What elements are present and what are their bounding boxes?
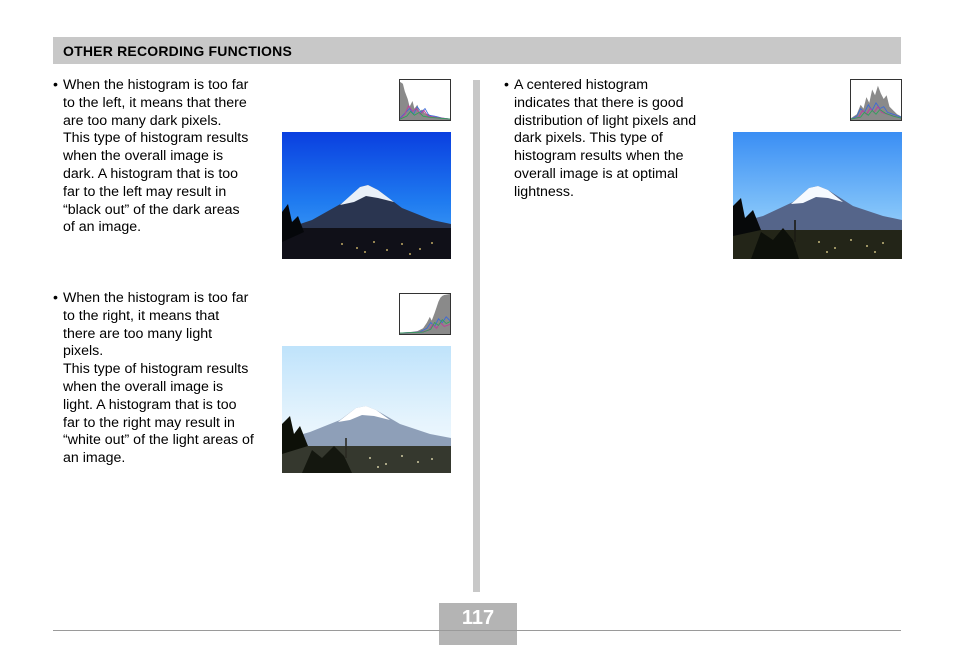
photo-dark-mountain [282, 132, 451, 259]
paragraph-light-histogram [53, 290, 278, 468]
bullet: • [53, 77, 58, 93]
bullet: • [53, 290, 58, 306]
text-line: “white out” of the light areas of [63, 432, 254, 449]
text-line: A centered histogram [514, 77, 649, 93]
text-line: far to the left may result in [63, 183, 227, 200]
paragraph-centered-histogram [504, 77, 729, 202]
text-line: This type of histogram results [63, 130, 249, 147]
page-number-box [439, 603, 517, 645]
text-line: pixels. [63, 343, 104, 360]
text-line: of an image. [63, 219, 142, 236]
page-number: 117 [461, 607, 495, 629]
histogram-dark-image [399, 79, 451, 121]
paragraph-dark-histogram [53, 77, 278, 237]
text-line: there are too many light [63, 325, 213, 342]
histogram-centered-image [850, 79, 902, 121]
text-line: This type of histogram results [63, 361, 249, 378]
photo-balanced-mountain [733, 132, 902, 259]
text-line: an image. [63, 450, 126, 467]
photo-light-mountain [282, 346, 451, 473]
text-line: to the right, it means that [63, 307, 220, 324]
text-line: distribution of light pixels and [514, 112, 697, 129]
text-line: lightness. [514, 183, 574, 200]
footer-rule [53, 630, 901, 631]
text-line: dark. A histogram that is too [63, 165, 239, 182]
text-line: far to the right may result in [63, 414, 235, 431]
section-header-bar [53, 37, 901, 64]
text-line: when the overall image is [63, 148, 224, 165]
text-line: histogram results when the [514, 148, 684, 165]
text-line: to the left, it means that there [63, 94, 247, 111]
text-line: “black out” of the dark areas [63, 201, 240, 218]
text-line: when the overall image is [63, 378, 224, 395]
text-line: When the histogram is too far [63, 77, 249, 93]
text-line: overall image is at optimal [514, 165, 679, 182]
text-line: are too many dark pixels. [63, 112, 222, 129]
text-line: indicates that there is good [514, 94, 684, 111]
bullet: • [504, 77, 509, 93]
text-line: dark pixels. This type of [514, 130, 663, 147]
text-line: light. A histogram that is too [63, 396, 237, 413]
histogram-light-image [399, 293, 451, 335]
column-divider [473, 80, 480, 592]
section-title: OTHER RECORDING FUNCTIONS [63, 43, 292, 59]
text-line: When the histogram is too far [63, 290, 249, 306]
